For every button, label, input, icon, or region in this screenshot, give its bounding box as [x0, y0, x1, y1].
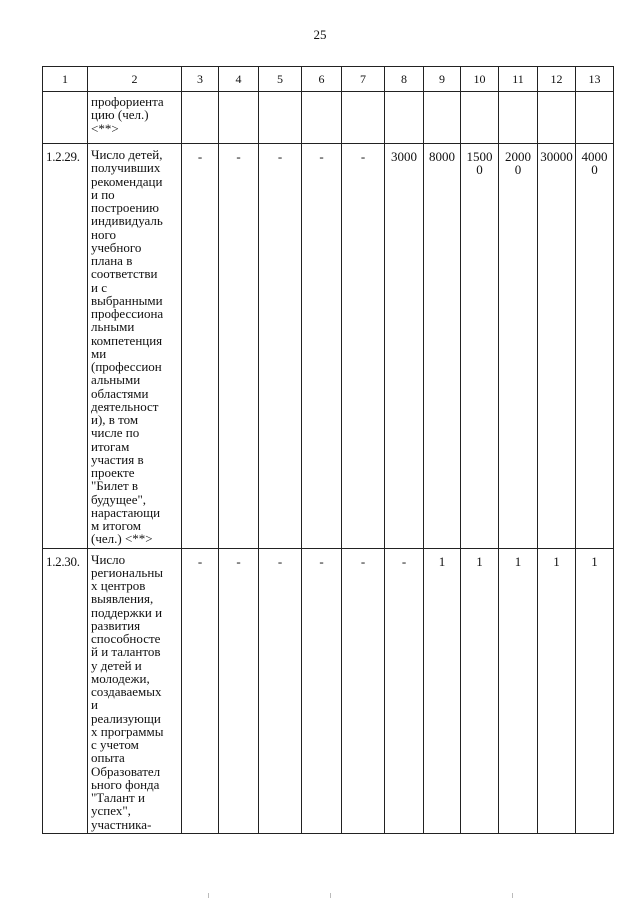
row-value: 1	[424, 548, 461, 833]
row-value: 30000	[538, 144, 576, 549]
row-value: -	[182, 548, 219, 833]
row-code	[43, 92, 88, 144]
scan-mark	[330, 893, 331, 898]
header-cell: 7	[342, 67, 385, 92]
row-value: -	[302, 144, 342, 549]
row-value: -	[342, 144, 385, 549]
page-number: 25	[313, 27, 327, 42]
header-cell: 10	[461, 67, 499, 92]
indicator-table	[42, 66, 614, 834]
scan-mark	[208, 893, 209, 898]
table-header-row	[43, 67, 614, 92]
row-value	[461, 92, 499, 144]
row-value	[342, 92, 385, 144]
header-cell: 11	[499, 67, 538, 92]
row-value	[182, 92, 219, 144]
row-value: -	[385, 548, 424, 833]
header-cell: 9	[424, 67, 461, 92]
header-cell: 13	[576, 67, 614, 92]
row-value	[219, 92, 259, 144]
row-description: Число детей, получивших рекомендаци и по построению индивидуаль ного учебного плана в соответстви и с выбранными профессиона льными компетенция ми (профессион альными областями деятельност и), в том числе по итогам участия в проекте "Билет в будущее", нарастающи м итогом (чел.) <**>	[88, 144, 182, 549]
row-value: 1	[538, 548, 576, 833]
table-row	[43, 144, 614, 549]
table-row	[43, 548, 614, 833]
header-cell: 6	[302, 67, 342, 92]
header-cell: 3	[182, 67, 219, 92]
row-value: 3000	[385, 144, 424, 549]
row-value: 4000 0	[576, 144, 614, 549]
row-value	[385, 92, 424, 144]
header-cell: 2	[88, 67, 182, 92]
row-value: 1500 0	[461, 144, 499, 549]
row-value: -	[182, 144, 219, 549]
header-cell: 4	[219, 67, 259, 92]
row-value: -	[219, 548, 259, 833]
row-value	[302, 92, 342, 144]
row-value: -	[342, 548, 385, 833]
row-value: -	[219, 144, 259, 549]
header-cell: 5	[259, 67, 302, 92]
header-cell: 8	[385, 67, 424, 92]
row-value	[576, 92, 614, 144]
scan-mark	[512, 893, 513, 898]
row-value	[538, 92, 576, 144]
header-cell: 1	[43, 67, 88, 92]
row-value: -	[302, 548, 342, 833]
row-description: Число региональны х центров выявления, поддержки и развития способносте й и талантов у детей и молодежи, создаваемых и реализующи х программы с учетом опыта Образовател ьного фонда "Талант и успех", участника-	[88, 548, 182, 833]
row-value: -	[259, 548, 302, 833]
row-value	[499, 92, 538, 144]
row-value	[424, 92, 461, 144]
row-value: 1	[576, 548, 614, 833]
row-description: профориента цию (чел.) <**>	[88, 92, 182, 144]
row-value: 1	[461, 548, 499, 833]
table-row	[43, 92, 614, 144]
row-value: 8000	[424, 144, 461, 549]
row-value: 1	[499, 548, 538, 833]
row-value: 2000 0	[499, 144, 538, 549]
row-code: 1.2.30.	[43, 548, 88, 833]
row-code: 1.2.29.	[43, 144, 88, 549]
row-value	[259, 92, 302, 144]
row-value: -	[259, 144, 302, 549]
header-cell: 12	[538, 67, 576, 92]
